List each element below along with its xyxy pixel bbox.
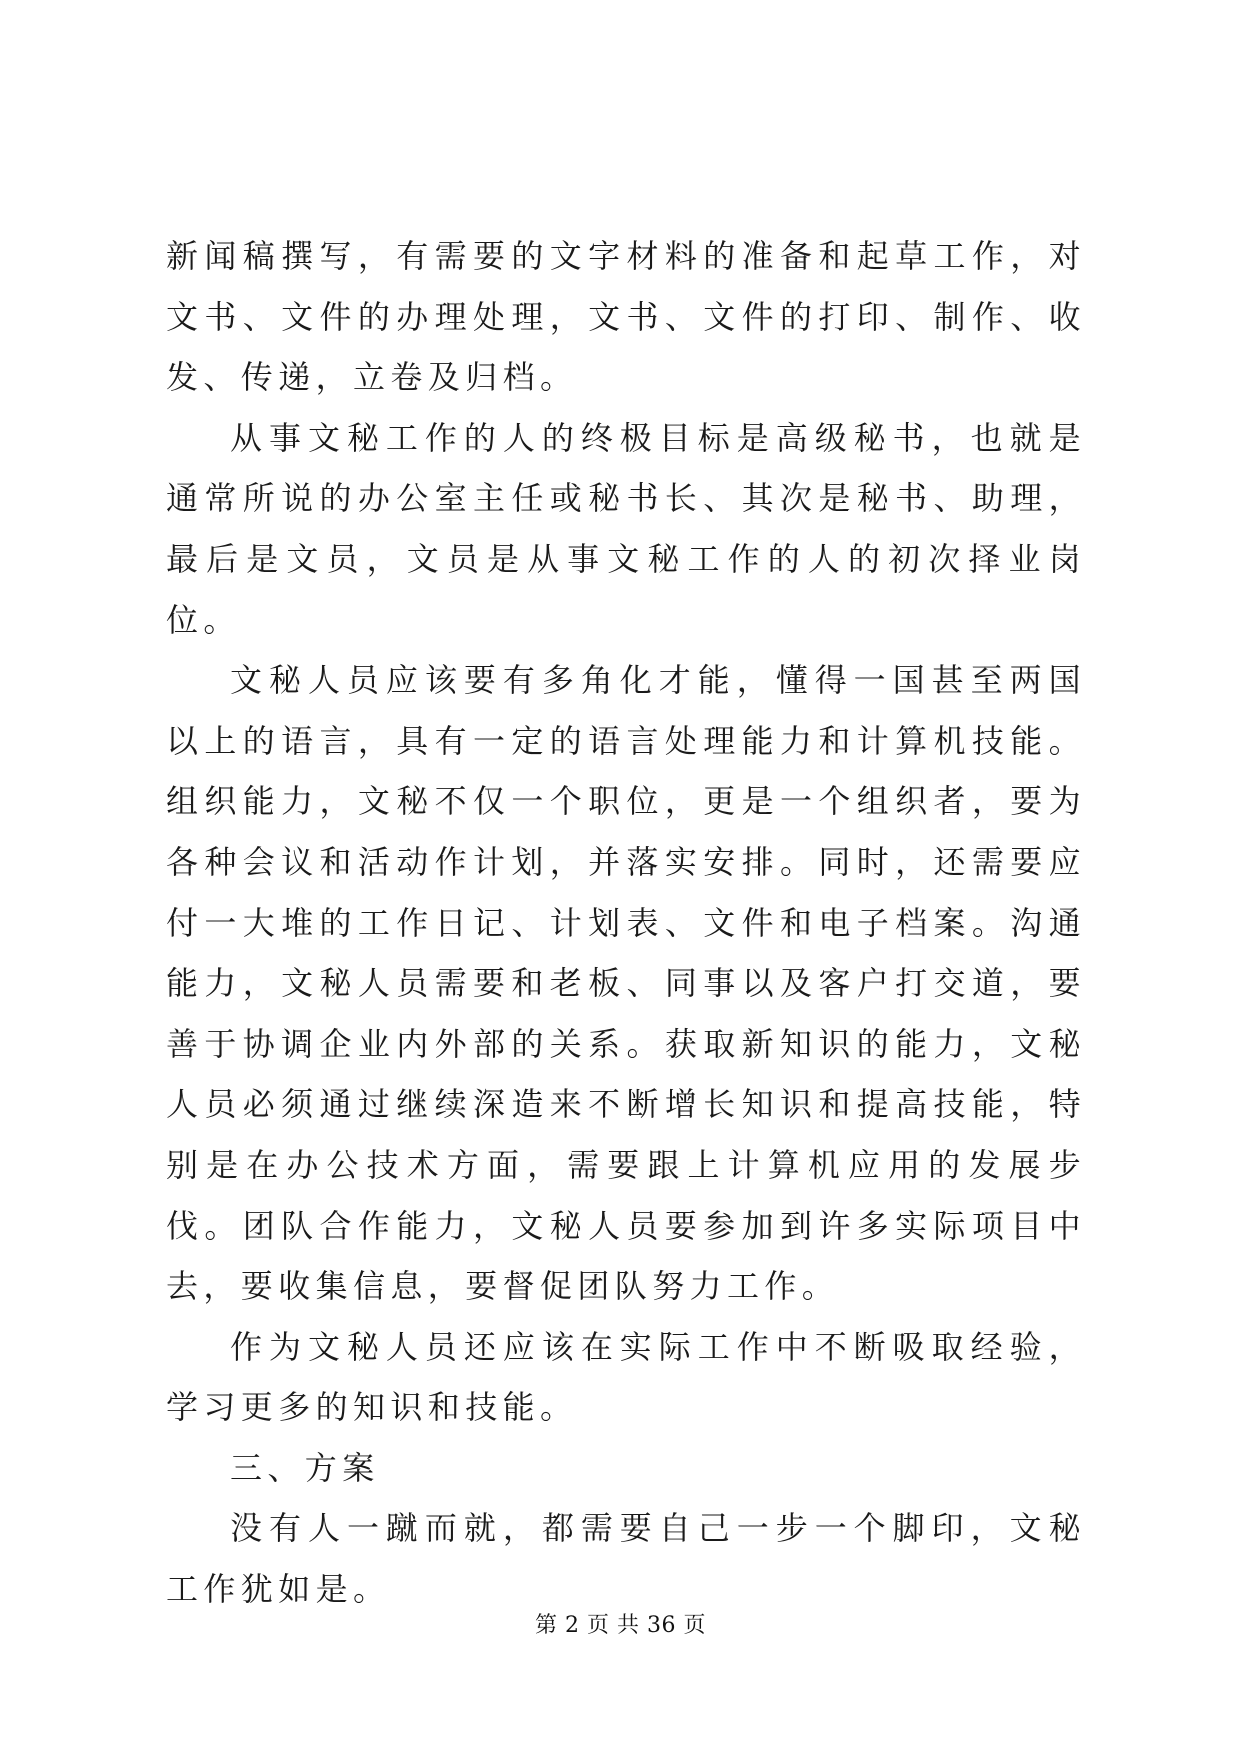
paragraph-4: 作为文秘人员还应该在实际工作中不断吸取经验，学习更多的知识和技能。	[166, 1327, 1086, 1427]
section-heading: 三、方案	[230, 1448, 380, 1487]
paragraph-5: 没有人一蹴而就，都需要自己一步一个脚印，文秘工作犹如是。	[166, 1509, 1086, 1609]
document-body	[166, 226, 1086, 1620]
page-number-footer: 第 2 页 共 36 页	[535, 1613, 706, 1638]
paragraph-1: 新闻稿撰写，有需要的文字材料的准备和起草工作，对文书、文件的办理处理，文书、文件的打印、制作、收发、传递，立卷及归档。	[166, 237, 1086, 397]
paragraph-2: 从事文秘工作的人的终极目标是高级秘书，也就是通常所说的办公室主任或秘书长、其次是秘书、助理，最后是文员，文员是从事文秘工作的人的初次择业岗位。	[166, 418, 1086, 639]
paragraph-3: 文秘人员应该要有多角化才能，懂得一国甚至两国以上的语言，具有一定的语言处理能力和计算机技能。组织能力，文秘不仅一个职位，更是一个组织者，要为各种会议和活动作计划，并落实安排。同时，还需要应付一大堆的工作日记、计划表、文件和电子档案。沟通能力，文秘人员需要和老板、同事以及客户打交道，要善于协调企业内外部的关系。获取新知识的能力，文秘人员必须通过继续深造来不断增长知识和提高技能，特别是在办公技术方面，需要跟上计算机应用的发展步伐。团队合作能力，文秘人员要参加到许多实际项目中去，要收集信息，要督促团队努力工作。	[166, 661, 1086, 1306]
